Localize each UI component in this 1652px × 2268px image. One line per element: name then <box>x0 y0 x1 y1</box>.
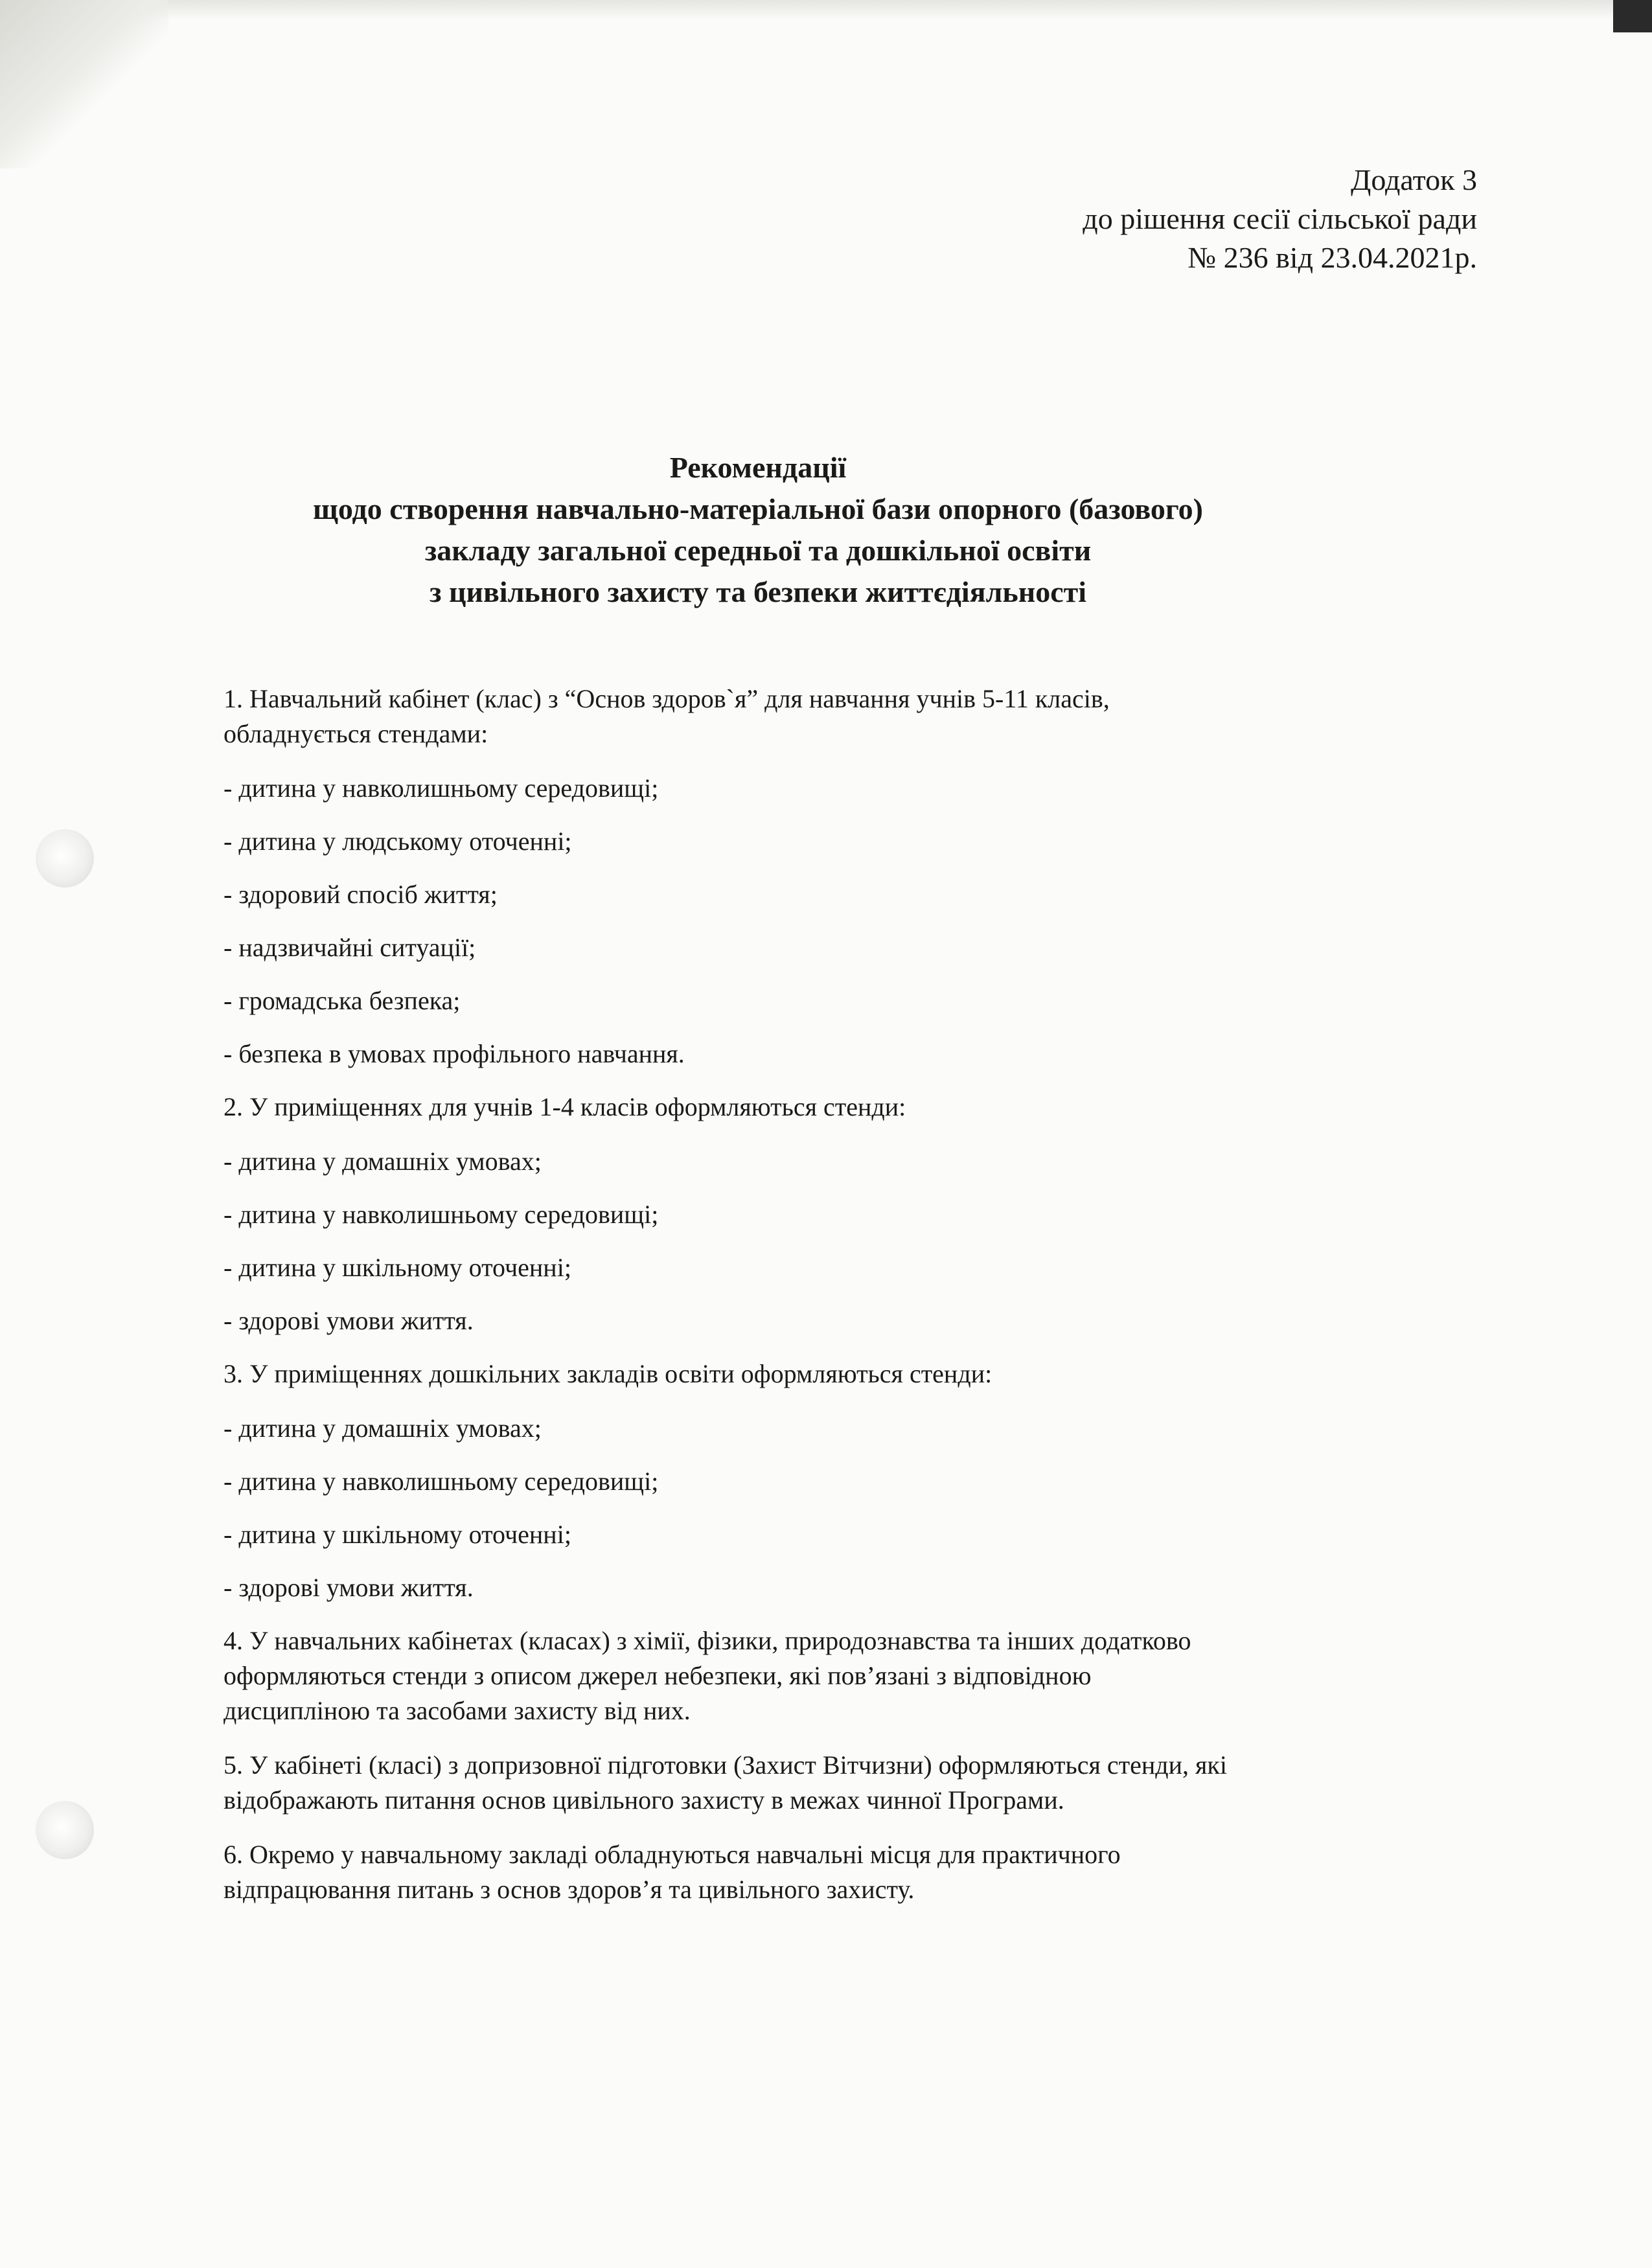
list-item: - дитина у людському оточенні; <box>224 827 572 856</box>
section-3-heading <box>224 1357 1513 1392</box>
list-item: - здорові умови життя. <box>224 1573 474 1602</box>
list-item: - надзвичайні ситуації; <box>224 933 476 962</box>
section-6-paragraph <box>224 1837 1513 1907</box>
list-item: - дитина у домашніх умовах; <box>224 1147 542 1176</box>
paragraph-line: обладнується стендами: <box>224 719 488 748</box>
title-line: з цивільного захисту та безпеки життєдіяльності <box>429 575 1087 608</box>
list-item: - дитина у шкільному оточенні; <box>224 1520 571 1549</box>
list-item: - дитина у навколишньому середовищі; <box>224 1467 659 1496</box>
paragraph-line: 2. У приміщеннях для учнів 1-4 класів оформляються стенди: <box>224 1092 906 1121</box>
section-2-heading <box>224 1090 1513 1125</box>
section-4-paragraph <box>224 1623 1513 1728</box>
section-5-paragraph <box>224 1748 1513 1818</box>
title-line: закладу загальної середньої та дошкільної освіти <box>424 534 1092 567</box>
scan-corner-mark <box>1613 0 1652 32</box>
page-top-edge <box>0 0 1652 19</box>
list-item: - дитина у домашніх умовах; <box>224 1414 542 1443</box>
punch-hole <box>36 829 94 888</box>
appendix-number: Додаток 3 <box>1350 163 1477 196</box>
list-item: - дитина у шкільному оточенні; <box>224 1253 571 1282</box>
list-item: - дитина у навколишньому середовищі; <box>224 773 659 803</box>
punch-hole <box>36 1801 94 1859</box>
appendix-decision-number: № 236 від 23.04.2021р. <box>1187 241 1477 274</box>
appendix-decision: до рішення сесії сільської ради <box>1083 202 1477 235</box>
document-title <box>207 447 1309 613</box>
section-1-heading <box>224 682 1513 751</box>
paragraph-line: відображають питання основ цивільного захисту в межах чинної Програми. <box>224 1785 1064 1815</box>
folded-corner <box>0 0 168 168</box>
document-body <box>224 682 1513 1927</box>
paragraph-line: 5. У кабінеті (класі) з допризовної підготовки (Захист Вітчизни) оформляються стенди, які <box>224 1750 1227 1780</box>
title-line: Рекомендації <box>669 451 847 484</box>
list-item: - громадська безпека; <box>224 986 461 1015</box>
paragraph-line: 1. Навчальний кабінет (клас) з “Основ здоров`я” для навчання учнів 5-11 класів, <box>224 684 1110 713</box>
title-line: щодо створення навчально-матеріальної бази опорного (базового) <box>313 492 1203 525</box>
paragraph-line: 3. У приміщеннях дошкільних закладів освіти оформляються стенди: <box>224 1359 992 1388</box>
appendix-header <box>1083 161 1477 277</box>
paragraph-line: дисципліною та засобами захисту від них. <box>224 1696 691 1725</box>
list-item: - безпека в умовах профільного навчання. <box>224 1039 685 1068</box>
paragraph-line: 6. Окремо у навчальному закладі обладнуються навчальні місця для практичного <box>224 1840 1121 1869</box>
list-item: - здоровий спосіб життя; <box>224 880 498 909</box>
paragraph-line: відпрацювання питань з основ здоров’я та цивільного захисту. <box>224 1875 915 1904</box>
paragraph-line: 4. У навчальних кабінетах (класах) з хімії, фізики, природознавства та інших додатково <box>224 1626 1191 1655</box>
paragraph-line: оформляються стенди з описом джерел небезпеки, які пов’язані з відповідною <box>224 1661 1092 1690</box>
list-item: - здорові умови життя. <box>224 1306 474 1335</box>
list-item: - дитина у навколишньому середовищі; <box>224 1200 659 1229</box>
